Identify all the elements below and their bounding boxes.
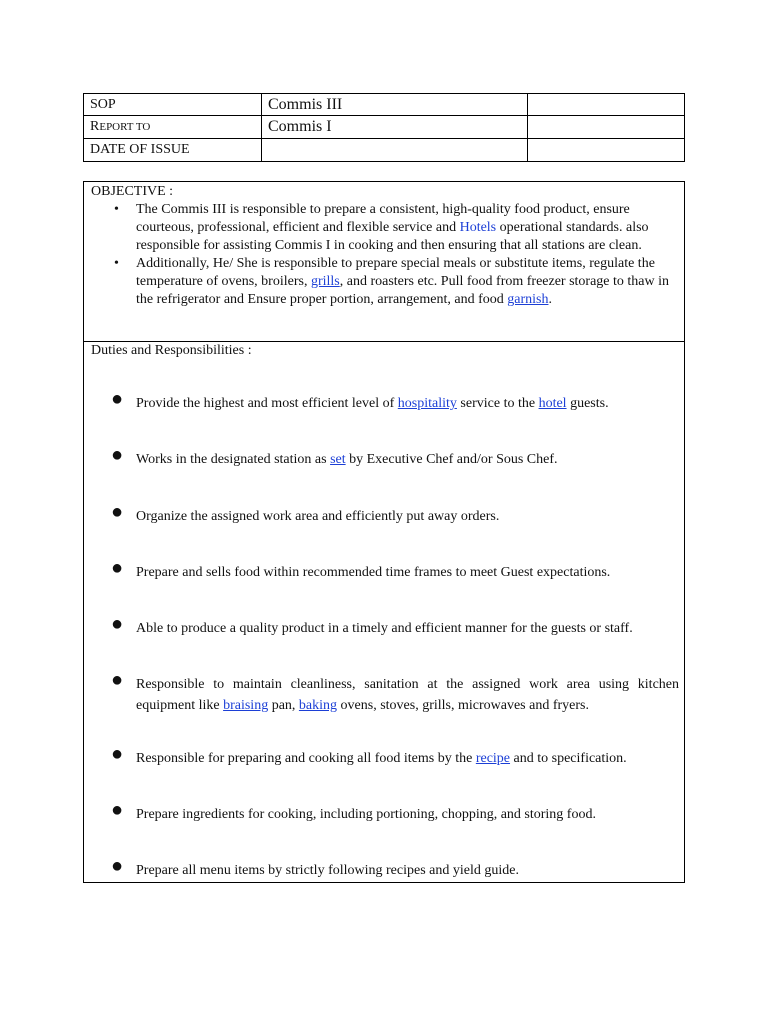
header-row-date-of-issue <box>84 139 685 162</box>
bullet-icon: ● <box>111 613 124 635</box>
sop-extra <box>528 94 685 116</box>
duty-text: Able to produce a quality product in a timely and efficient manner for the guests or staff. <box>136 621 633 636</box>
duty-text <box>136 674 679 716</box>
sop-value: Commis III <box>262 94 528 116</box>
braising-link[interactable]: braising <box>223 698 269 713</box>
header-row-report-to <box>84 116 685 139</box>
duty-item <box>111 501 679 527</box>
bullet-icon: ● <box>111 669 124 691</box>
objective-title: OBJECTIVE : <box>91 184 174 199</box>
report-to-extra <box>528 116 685 139</box>
objective-item <box>106 201 676 255</box>
objective-item-text: Additionally, He/ She is responsible to prepare special meals or substitute items, regulate the temperature of ovens, broilers, <box>136 256 655 289</box>
duty-text-part: ovens, stoves, grills, microwaves and fryers. <box>337 698 589 713</box>
objective-item-text: , and roasters etc. Pull food from freezer storage to thaw in the refrigerator and Ensure proper portion, arrangement, and food <box>136 274 670 307</box>
date-of-issue-label: DATE OF ISSUE <box>84 139 262 162</box>
report-to-label <box>84 116 262 139</box>
duty-text-part: by Executive Chef and/or Sous Chef. <box>345 452 558 467</box>
report-to-label-initial: R <box>90 119 100 134</box>
duty-item <box>111 444 679 470</box>
bullet-icon: ● <box>111 557 124 579</box>
date-of-issue-value <box>262 139 528 162</box>
bullet-icon: ● <box>111 388 124 410</box>
objective-item-text: . <box>548 292 552 307</box>
duty-text-part: service to the <box>456 396 539 411</box>
duty-item <box>111 669 679 716</box>
duty-item <box>111 743 679 769</box>
duty-item <box>111 557 679 583</box>
garnish-link[interactable]: garnish <box>507 292 549 307</box>
bullet-icon: • <box>114 202 119 217</box>
baking-link[interactable]: baking <box>298 698 338 713</box>
bullet-icon: • <box>114 256 119 271</box>
bullet-icon: ● <box>111 444 124 466</box>
duty-text-part: Responsible for preparing and cooking all food items by the <box>136 751 476 766</box>
duty-text-part: Provide the highest and most efficient level of <box>136 396 398 411</box>
hospitality-link[interactable]: hospitality <box>397 396 457 411</box>
objective-list <box>106 201 676 309</box>
duty-text <box>136 449 679 470</box>
report-to-label-rest: EPORT TO <box>99 121 151 133</box>
bullet-icon: ● <box>111 855 124 877</box>
duty-text: Organize the assigned work area and efficiently put away orders. <box>136 509 500 524</box>
duties-title: Duties and Responsibilities : <box>91 343 252 358</box>
duty-text: Prepare all menu items by strictly following recipes and yield guide. <box>136 863 519 878</box>
report-to-value: Commis I <box>262 116 528 139</box>
duty-item <box>111 799 679 825</box>
duty-text <box>136 748 679 769</box>
objective-section <box>84 182 684 342</box>
objective-item-text: operational standards. also responsible for assisting Commis I in cooking and then ensuring that all stations are clean. <box>136 220 649 253</box>
duty-text-part: guests. <box>566 396 609 411</box>
content-box <box>83 181 685 883</box>
objective-item-text: The Commis III is responsible to prepare a consistent, high-quality food product, ensure courteous, professional, efficient and flexible service and <box>136 202 630 235</box>
recipe-link[interactable]: recipe <box>475 751 511 766</box>
bullet-icon: ● <box>111 501 124 523</box>
date-of-issue-extra <box>528 139 685 162</box>
bullet-icon: ● <box>111 799 124 821</box>
duty-text: Prepare and sells food within recommended time frames to meet Guest expectations. <box>136 565 611 580</box>
duty-text: Prepare ingredients for cooking, including portioning, chopping, and storing food. <box>136 807 596 822</box>
hotels-text: Hotels <box>459 220 497 235</box>
duty-text-part: Works in the designated station as <box>136 452 331 467</box>
set-link[interactable]: set <box>330 452 346 467</box>
grills-link[interactable]: grills <box>310 274 340 289</box>
header-row-sop <box>84 94 685 116</box>
hotel-link[interactable]: hotel <box>538 396 567 411</box>
objective-item <box>106 255 676 309</box>
duty-item <box>111 388 679 414</box>
header-table <box>83 93 685 162</box>
duty-text-part: pan, <box>268 698 299 713</box>
duty-text-part: and to specification. <box>510 751 627 766</box>
duty-text <box>136 393 679 414</box>
sop-label: SOP <box>84 94 262 116</box>
duty-item <box>111 613 679 639</box>
duty-item <box>111 855 679 881</box>
bullet-icon: ● <box>111 743 124 765</box>
duty-text-part: Responsible to maintain cleanliness, sanitation at the assigned work area using kitchen equipment like <box>136 677 679 713</box>
